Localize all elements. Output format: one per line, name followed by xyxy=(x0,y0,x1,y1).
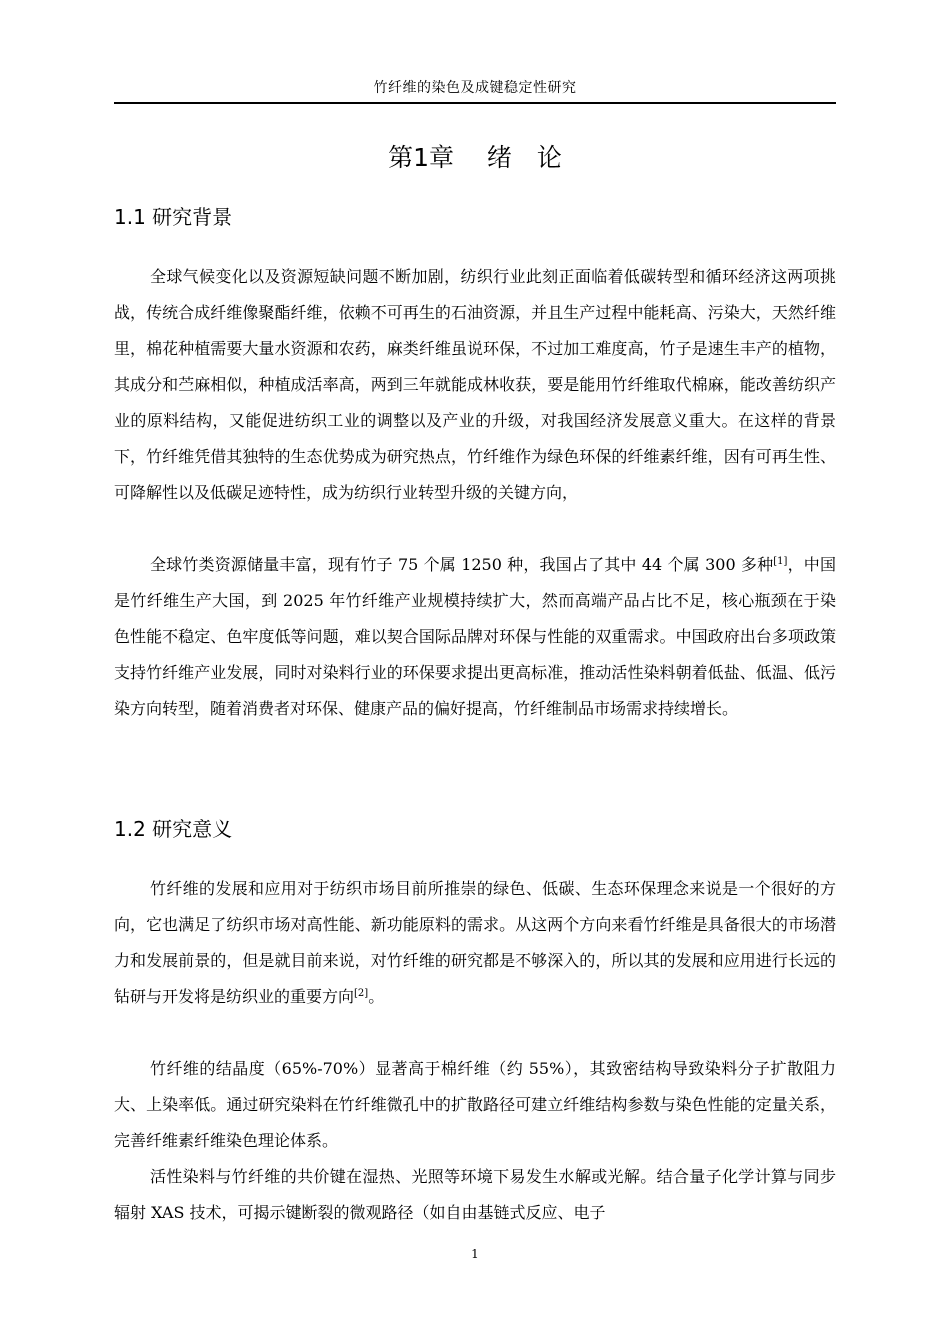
paragraph-text: 竹纤维的发展和应用对于纺织市场目前所推崇的绿色、低碳、生态环保理念来说是一个很好的方向，它也满足了纺织市场对高性能、新功能原料的需求。从这两个方向来看竹纤维是具备很大的市场潜力和发展前景的，但是就目前来说，对竹纤维的研究都是不够深入的，所以其的发展和应用进行长远的钻研与开发将是纺织业的重要方向 xyxy=(114,879,836,1006)
paragraph-significance-1 xyxy=(114,871,836,1015)
chapter-title: 第1章 绪 论 xyxy=(388,143,562,172)
running-header: 竹纤维的染色及成键稳定性研究 xyxy=(373,80,577,96)
paragraph-text: 。 xyxy=(368,987,385,1006)
paragraph-text: 全球竹类资源储量丰富，现有竹子 75 个属 1250 种，我国占了其中 44 个属 300 多种 xyxy=(150,555,774,574)
page-number: 1 xyxy=(471,1247,479,1261)
header-rule xyxy=(114,102,836,104)
paragraph-significance-3: 活性染料与竹纤维的共价键在湿热、光照等环境下易发生水解或光解。结合量子化学计算与同步辐射 XAS 技术，可揭示键断裂的微观路径（如自由基链式反应、电子 xyxy=(114,1167,836,1222)
section-heading-1-1: 1.1 研究背景 xyxy=(114,205,233,229)
paragraph-background-1: 全球气候变化以及资源短缺问题不断加剧，纺织行业此刻正面临着低碳转型和循环经济这两项挑战，传统合成纤维像聚酯纤维，依赖不可再生的石油资源，并且生产过程中能耗高、污染大，天然纤维里，棉花种植需要大量水资源和农药，麻类纤维虽说环保，不过加工难度高，竹子是速生丰产的植物，其成分和苎麻相似，种植成活率高，两到三年就能成林收获，要是能用竹纤维取代棉麻，能改善纺织产业的原料结构，又能促进纺织工业的调整以及产业的升级，对我国经济发展意义重大。在这样的背景下，竹纤维凭借其独特的生态优势成为研究热点，竹纤维作为绿色环保的纤维素纤维，因有可再生性、可降解性以及低碳足迹特性，成为纺织行业转型升级的关键方向， xyxy=(114,267,836,502)
citation-ref[interactable]: [2] xyxy=(354,988,369,999)
citation-ref[interactable]: [1] xyxy=(773,556,788,567)
paragraph-text: ，中国是竹纤维生产大国，到 2025 年竹纤维产业规模持续扩大，然而高端产品占比不足，核心瓶颈在于染色性能不稳定、色牢度低等问题，难以契合国际品牌对环保与性能的双重需求。中国政府出台多项政策支持竹纤维产业发展，同时对染料行业的环保要求提出更高标准，推动活性染料朝着低盐、低温、低污染方向转型，随着消费者对环保、健康产品的偏好提高，竹纤维制品市场需求持续增长。 xyxy=(114,555,836,718)
section-heading-1-2: 1.2 研究意义 xyxy=(114,817,233,841)
paragraph-significance-2: 竹纤维的结晶度（65%-70%）显著高于棉纤维（约 55%），其致密结构导致染料分子扩散阻力大、上染率低。通过研究染料在竹纤维微孔中的扩散路径可建立纤维结构参数与染色性能的定量关系，完善纤维素纤维染色理论体系。 xyxy=(114,1059,836,1150)
paragraph-background-2 xyxy=(114,547,836,727)
